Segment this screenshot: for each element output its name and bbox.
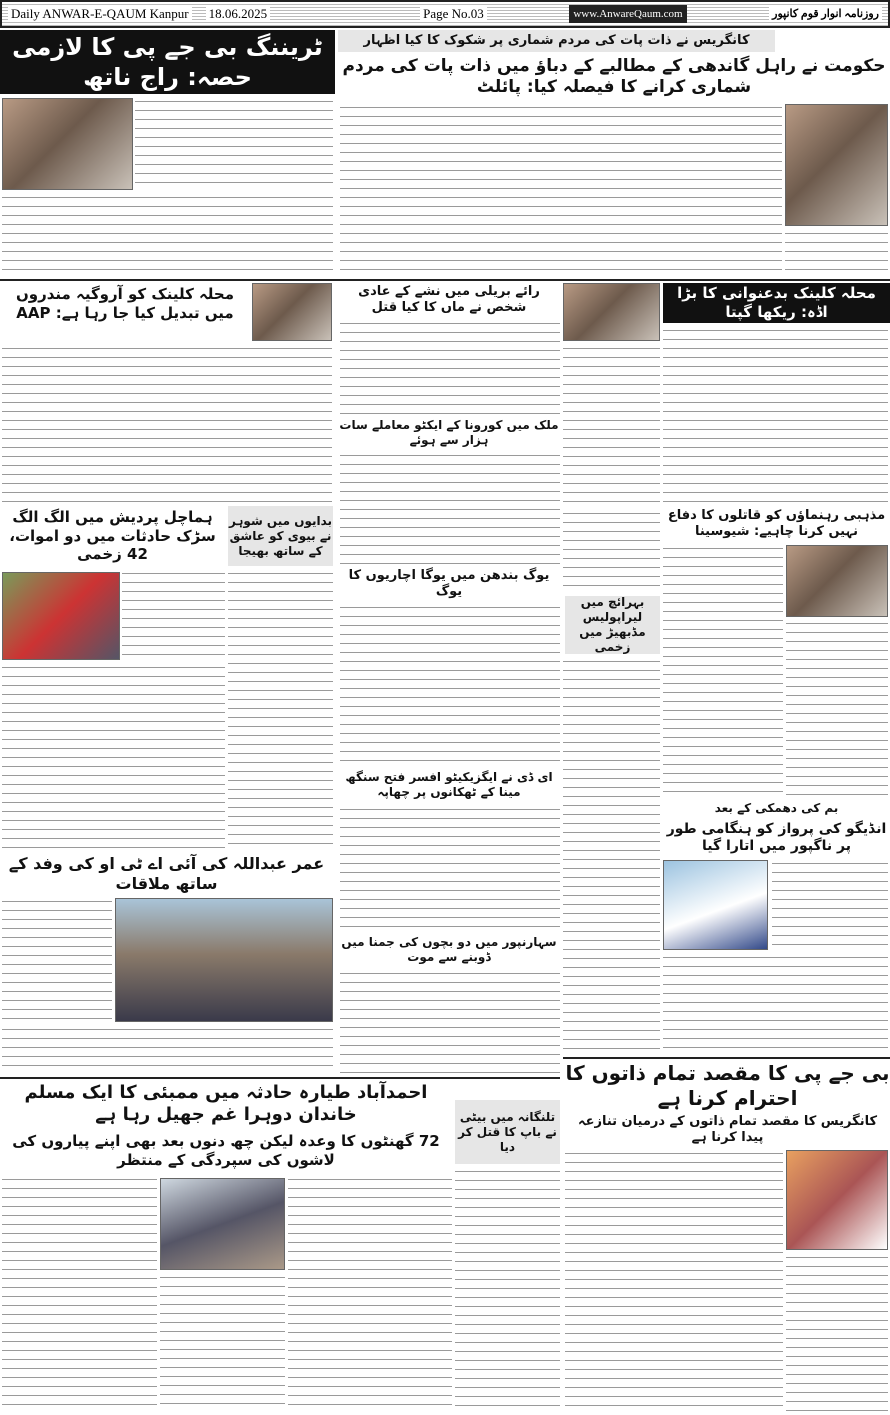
article-body	[455, 1168, 560, 1412]
divider	[563, 1057, 890, 1059]
website-link[interactable]: www.AnwareQaum.com	[569, 5, 686, 23]
headline-yog: یوگ بندھن میں یوگا اچاریوں کا یوگ	[348, 567, 550, 599]
article-body	[563, 658, 660, 1054]
subhead-ahmedabad: 72 گھنٹوں کا وعدہ لیکن چھ دنوں بعد بھی اپنے پیاروں کی لاشوں کی سپردگی کے منتظر	[12, 1132, 440, 1169]
headline-ed: ای ڈی نے ایگزیکیٹو افسر فتح سنگھ مینا کے ٹھکانوں پر چھاپہ	[345, 770, 553, 799]
article-body	[340, 806, 560, 930]
headline-ahmedabad: احمدآباد طیارہ حادثہ میں ممبئی کا ایک مسلم خاندان دوہرا غم جھیل رہا ہے	[24, 1081, 428, 1125]
masthead-bar	[0, 0, 890, 28]
divider	[0, 1077, 560, 1079]
article-body	[663, 327, 888, 503]
photo-rekha-gupta	[563, 283, 660, 341]
headline-budaun: بدایوں میں شوہر نے بیوی کو عاشق کے ساتھ بھیجا	[228, 506, 333, 566]
photo-bjp-spokesperson	[786, 1150, 888, 1250]
article-body	[563, 510, 660, 592]
headline-omar: عمر عبداللہ کی آئی اے ٹی او کی وفد کے ساتھ ملاقات	[8, 854, 325, 893]
article-body	[122, 570, 225, 660]
photo-accident	[2, 572, 120, 660]
photo-ahmedabad	[160, 1178, 285, 1270]
headline-shivsena: مذہبی رہنماؤں کو قاتلوں کا دفاع نہیں کرنا چاہیے: شیوسینا	[667, 507, 886, 539]
photo-shivsena-leader	[786, 545, 888, 617]
kicker-indigo: بم کی دھمکی کے بعد	[714, 800, 839, 815]
headline-saharanpur: سہارنپور میں دو بچوں کی جمنا میں ڈوبنے سے موت	[341, 935, 557, 964]
page-number: Page No.03	[420, 6, 487, 22]
article-body	[340, 970, 560, 1074]
masthead-logo: روزنامہ انوار قوم کانپور	[769, 6, 882, 22]
article-body	[663, 545, 783, 795]
article-body	[785, 230, 888, 274]
kicker-pilot: کانگریس نے ذات پات کی مردم شماری پر شکوک کا کیا اظہار	[338, 30, 775, 52]
article-body	[340, 452, 560, 564]
headline-aap: محلہ کلینک کو آروگیہ مندروں میں تبدیل کیا جا رہا ہے: AAP	[15, 285, 235, 322]
article-body	[565, 1150, 783, 1412]
article-body	[288, 1176, 452, 1412]
headline-pilot: حکومت نے راہل گاندھی کے مطالبے کے دباؤ میں ذات پات کی مردم شماری کرانے کا فیصلہ کیا: پائلٹ	[342, 55, 886, 97]
headline-telangana: تلنگانہ میں بیٹی نے باپ کا قتل کر دیا	[455, 1100, 560, 1164]
edition-name: Daily ANWAR-E-QAUM Kanpur	[8, 6, 192, 22]
headline-rekha: محلہ کلینک بدعنوانی کا بڑا اڈہ: ریکھا گپتا	[663, 283, 890, 323]
subhead-bjp: کانگریس کا مقصد تمام ذاتوں کے درمیان تنازعہ پیدا کرنا ہے	[577, 1113, 878, 1145]
article-body	[340, 320, 560, 415]
article-body	[340, 104, 782, 274]
article-body	[340, 604, 560, 764]
article-body	[160, 1274, 285, 1412]
headline-rajnath: ٹریننگ بی جے پی کا لازمی حصہ: راج ناتھ	[0, 30, 335, 94]
photo-pilot	[785, 104, 888, 226]
article-body	[2, 898, 112, 1022]
photo-aap-leader	[252, 283, 332, 341]
headline-corona: ملک میں کورونا کے ایکٹو معاملے سات ہزار سے ہوئے	[339, 418, 559, 447]
photo-omar-meeting	[115, 898, 333, 1022]
headline-bjp: بی جے پی کا مقصد تمام ذاتوں کا احترام کرنا ہے	[565, 1061, 890, 1110]
divider	[0, 279, 890, 281]
headline-himachal: ہماچل پردیش میں الگ الگ سڑک حادثات میں دو اموات، 42 زخمی	[9, 507, 216, 564]
photo-indigo-plane	[663, 860, 768, 950]
headline-indigo: انڈیگو کی پرواز کو ہنگامی طور پر ناگپور میں اتارا گیا	[666, 820, 887, 854]
headline-raebareli: رائے بریلی میں نشے کے عادی شخص نے ماں کا کیا قتل	[358, 283, 540, 315]
article-body	[563, 345, 660, 505]
article-body	[135, 98, 333, 190]
article-body	[2, 1176, 157, 1412]
article-body	[2, 1026, 333, 1074]
headline-bahraich: بہرائچ میں لیراپولیس مڈبھیڑ میں زخمی	[565, 596, 660, 654]
article-body	[2, 194, 333, 278]
article-body	[228, 570, 333, 849]
article-body	[786, 620, 888, 795]
article-body	[663, 954, 888, 1054]
photo-rajnath	[2, 98, 133, 190]
edition-date: 18.06.2025	[206, 6, 271, 22]
article-body	[772, 860, 888, 950]
article-body	[2, 664, 225, 849]
article-body	[786, 1254, 888, 1412]
article-body	[2, 345, 332, 503]
